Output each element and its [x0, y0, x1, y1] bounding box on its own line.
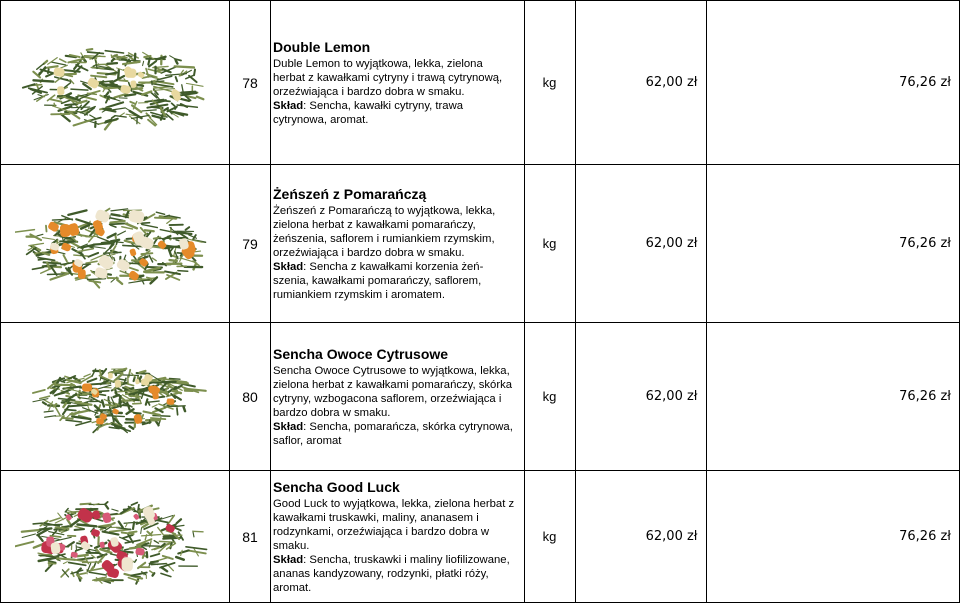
- unit: kg: [524, 165, 575, 323]
- product-title: Sencha Good Luck: [273, 478, 400, 495]
- composition-text: : Sencha z kawałkami korzenia żeń-szenia, kawałkami pomarańczy, saflorem, rumiankiem rzymskim i aromatem.: [273, 260, 484, 301]
- product-image-cell: [1, 323, 230, 471]
- price-net: 62,00 zł: [575, 165, 706, 323]
- unit: kg: [524, 323, 575, 471]
- product-description: [271, 471, 525, 603]
- product-title: Żeńszeń z Pomarańczą: [273, 185, 427, 202]
- table-row: [1, 165, 960, 323]
- price-net: 62,00 zł: [575, 471, 706, 603]
- price-net: 62,00 zł: [575, 323, 706, 471]
- product-title: Sencha Owoce Cytrusowe: [273, 345, 449, 362]
- price-gross: 76,26 zł: [706, 165, 960, 323]
- price-gross: 76,26 zł: [706, 323, 960, 471]
- tea-leaves-citrus-image: [15, 342, 215, 452]
- composition-text: : Sencha, kawałki cytryny, trawa cytrynowa, aromat.: [273, 99, 464, 126]
- row-number: 79: [230, 165, 271, 323]
- row-number: 78: [230, 1, 271, 165]
- tea-leaves-berries-image: [15, 477, 215, 597]
- unit: kg: [524, 1, 575, 165]
- composition-label: Skład: [273, 420, 304, 433]
- tea-leaves-ginseng-orange-image: [15, 184, 215, 304]
- composition-text: : Sencha, truskawki i maliny liofilizowane, ananas kandyzowany, rodzynki, płatki róży, aromat.: [273, 553, 510, 594]
- composition-label: Skład: [273, 260, 304, 273]
- composition-text: : Sencha, pomarańcza, skórka cytrynowa, saflor, aromat: [273, 420, 513, 447]
- description-text: Żeńszeń z Pomarańczą to wyjątkowa, lekka, zielona herbat z kawałkami pomarańczy, żeńszenia, saflorem i rumiankiem rzymskim, orzeźwiająca i bardzo dobra w smaku.: [273, 204, 496, 259]
- product-description: [271, 165, 525, 323]
- unit: kg: [524, 471, 575, 603]
- product-image-cell: [1, 165, 230, 323]
- description-text: Good Luck to wyjątkowa, lekka, zielona herbat z kawałkami truskawki, maliny, ananasem i rodzynkami, orzeźwiająca i bardzo dobra w smaku.: [273, 497, 515, 552]
- composition-label: Skład: [273, 553, 304, 566]
- table-row: [1, 1, 960, 165]
- composition-label: Skład: [273, 99, 304, 112]
- price-net: 62,00 zł: [575, 1, 706, 165]
- description-text: Duble Lemon to wyjątkowa, lekka, zielona herbat z kawałkami cytryny i trawą cytrynową, orzeźwiająca i bardzo dobra w smaku.: [273, 57, 503, 98]
- table-row: [1, 323, 960, 471]
- product-image-cell: [1, 1, 230, 165]
- product-title: Double Lemon: [273, 38, 371, 55]
- row-number: 80: [230, 323, 271, 471]
- table-row: [1, 471, 960, 603]
- row-number: 81: [230, 471, 271, 603]
- price-gross: 76,26 zł: [706, 1, 960, 165]
- price-gross: 76,26 zł: [706, 471, 960, 603]
- product-image-cell: [1, 471, 230, 603]
- product-description: [271, 323, 525, 471]
- tea-leaves-lemon-image: [15, 23, 215, 143]
- product-description: [271, 1, 525, 165]
- description-text: Sencha Owoce Cytrusowe to wyjątkowa, lekka, zielona herbat z kawałkami pomarańczy, skórka cytryny, wzbogacona saflorem, orzeźwiająca i bardzo dobra w smaku.: [273, 364, 513, 419]
